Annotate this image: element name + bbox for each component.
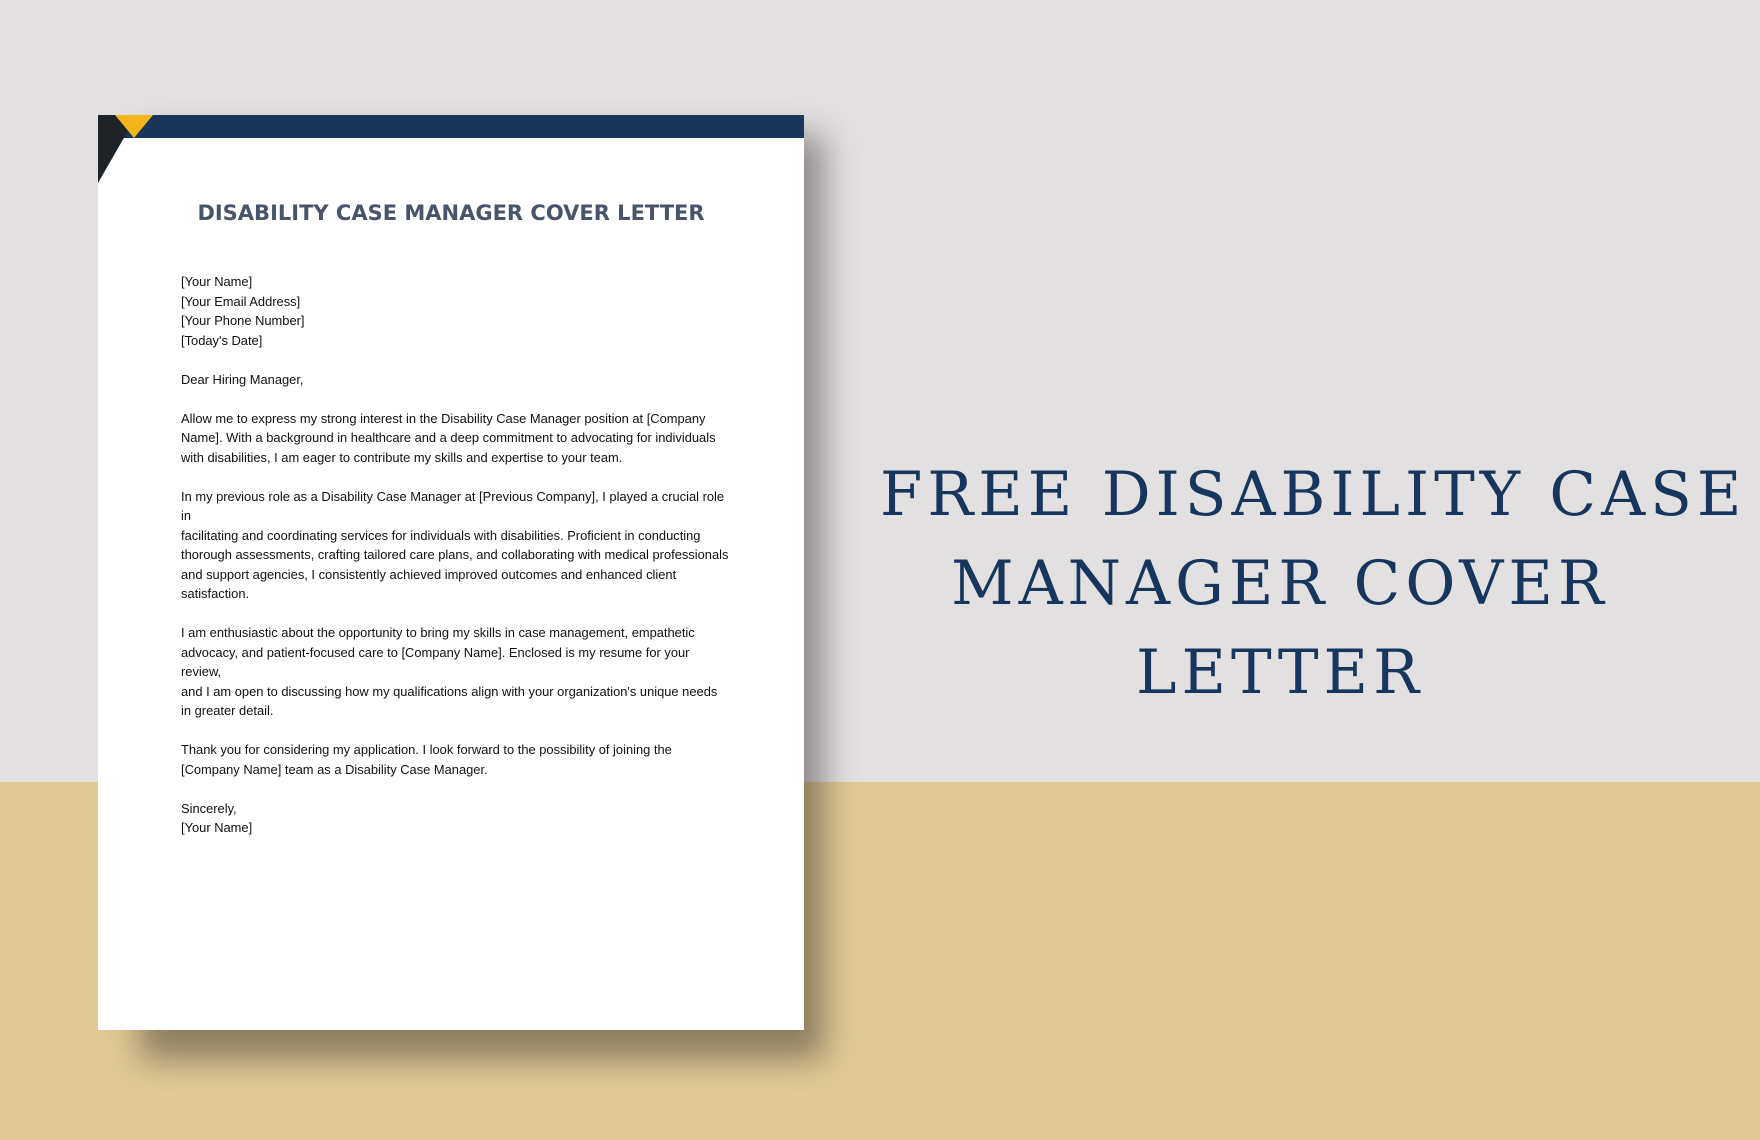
paragraph-line: Thank you for considering my application. I look forward to the possibility of joining the <box>181 742 672 757</box>
promo-line: MANAGER COVER <box>951 548 1609 619</box>
paragraph-1 <box>181 409 731 468</box>
contact-block <box>181 272 731 350</box>
paragraph-line: in greater detail. <box>181 703 274 718</box>
paragraph-line: I am enthusiastic about the opportunity to bring my skills in case management, empathetic <box>181 625 695 640</box>
contact-email: [Your Email Address] <box>181 293 301 309</box>
paragraph-line: advocacy, and patient-focused care to [Company Name]. Enclosed is my resume for your review, <box>181 644 690 679</box>
signature: [Your Name] <box>181 820 253 835</box>
paragraph-line: Allow me to express my strong interest in the Disability Case Manager position at [Company <box>181 410 706 426</box>
paragraph-3 <box>181 623 731 721</box>
paragraph-line: [Company Name] team as a Disability Case Manager. <box>181 761 488 777</box>
contact-name: [Your Name] <box>181 274 253 289</box>
letter-body <box>181 272 731 857</box>
paragraph-line: and I am open to discussing how my qualifications align with your organization's unique needs <box>181 683 718 699</box>
document-title: DISABILITY CASE MANAGER COVER LETTER <box>197 201 705 225</box>
paragraph-line: satisfaction. <box>181 586 250 601</box>
paragraph-line: with disabilities, I am eager to contribute my skills and expertise to your team. <box>181 449 623 465</box>
contact-phone: [Your Phone Number] <box>181 313 305 328</box>
paragraph-line: In my previous role as a Disability Case Manager at [Previous Company], I played a crucial role in <box>181 488 725 523</box>
closing: Sincerely, <box>181 800 237 816</box>
promo-line: FREE DISABILITY CASE <box>880 459 1747 530</box>
header-bar <box>98 115 804 138</box>
paragraph-line: and support agencies, I consistently achieved improved outcomes and enhanced client <box>181 566 677 582</box>
promo-line: LETTER <box>1136 637 1424 708</box>
cover-letter-document <box>98 115 804 1030</box>
closing-block <box>181 799 731 838</box>
paragraph-line: facilitating and coordinating services for individuals with disabilities. Proficient in conducting <box>181 527 701 543</box>
paragraph-2 <box>181 487 731 604</box>
contact-date: [Today's Date] <box>181 332 263 348</box>
salutation: Dear Hiring Manager, <box>181 371 304 387</box>
paragraph-4 <box>181 740 731 779</box>
paragraph-line: thorough assessments, crafting tailored care plans, and collaborating with medical professionals <box>181 547 729 562</box>
promo-heading <box>880 450 1747 717</box>
paragraph-line: Name]. With a background in healthcare and a deep commitment to advocating for individuals <box>181 430 716 445</box>
corner-decoration <box>98 115 158 185</box>
